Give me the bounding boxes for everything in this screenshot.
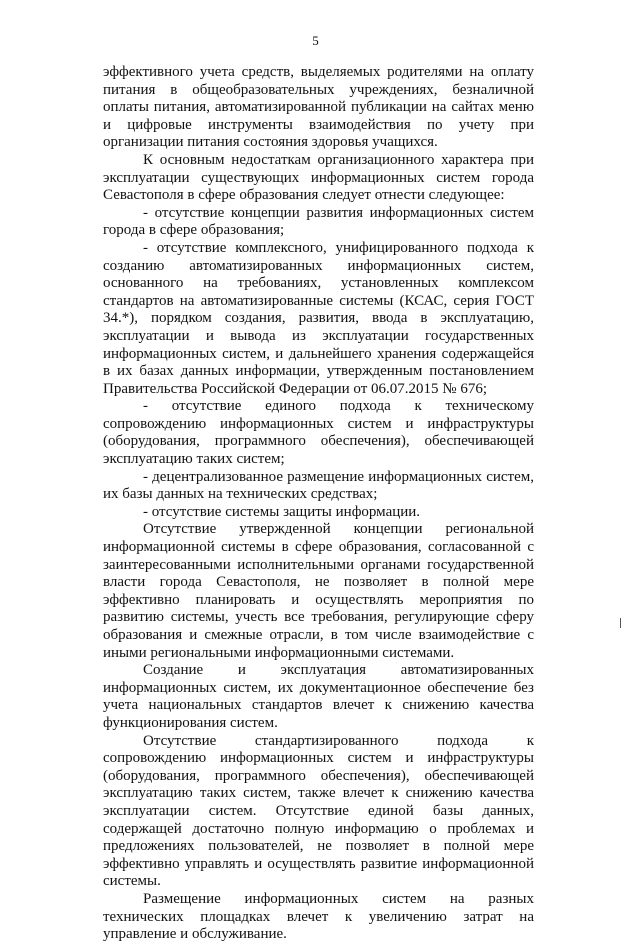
document-body <box>103 64 534 944</box>
paragraph: эффективного учета средств, выделяемых родителями на оплату питания в общеобразовательных учреждениях, безналичной оплаты питания, автоматизированной публикации на сайтах меню и цифровые инструменты взаимодействия по учету при организации питания состояния здоровья учащихся. <box>103 64 534 151</box>
paragraph: Размещение информационных систем на разных технических площадках влечет к увеличению затрат на управление и обслуживание. <box>103 890 534 943</box>
page-number: 5 <box>312 33 319 48</box>
paragraph: К основным недостаткам организационного характера при эксплуатации существующих информационных систем города Севастополя в сфере образования следует отнести следующее: <box>103 151 534 204</box>
list-item: - отсутствие комплексного, унифицированного подхода к созданию автоматизированных информационных систем, основанного на требованиях, установленных комплексом стандартов на автоматизированные системы (КСАС, серия ГОСТ 34.*), порядком создания, развития, ввода в эксплуатацию, эксплуатации и вывода из эксплуатации государственных информационных систем, и дальнейшего хранения содержащейся в их базах данных информации, утвержденным постановлением Правительства Российской Федерации от 06.07.2015 № 676; <box>103 239 534 397</box>
scan-mark <box>620 618 621 628</box>
list-item: - отсутствие единого подхода к техническому сопровождению информационных систем и инфраструктуры (оборудования, программного обеспечения), обеспечивающей эксплуатацию таких систем; <box>103 398 534 468</box>
paragraph: Создание и эксплуатация автоматизированных информационных систем, их документационное обеспечение без учета национальных стандартов влечет к снижению качества функционирования систем. <box>103 662 534 731</box>
list-item: - отсутствие системы защиты информации. <box>143 503 421 520</box>
list-item: - отсутствие концепции развития информационных систем города в сфере образования; <box>103 204 534 239</box>
list-item: - децентрализованное размещение информационных систем, их базы данных на технических средствах; <box>103 468 534 503</box>
paragraph: Отсутствие стандартизированного подхода к сопровождению информационных систем и инфраструктуры (оборудования, программного обеспечения), обеспечивающей эксплуатацию таких систем, также влечет к снижению качества эксплуатации систем. Отсутствие единой базы данных, содержащей достаточно полную информацию о проблемах и предложениях пользователей, не позволяет в полной мере эффективно управлять и осуществлять развитие информационной системы. <box>103 732 534 890</box>
paragraph: Отсутствие утвержденной концепции региональной информационной системы в сфере образования, согласованной с заинтересованными исполнительными органами государственной власти города Севастополя, не позволяет в полной мере эффективно планировать и осуществлять мероприятия по развитию системы, учесть все требования, регулирующие сферу образования и смежные отрасли, в том числе взаимодействие с иными региональными информационными системами. <box>103 521 534 661</box>
